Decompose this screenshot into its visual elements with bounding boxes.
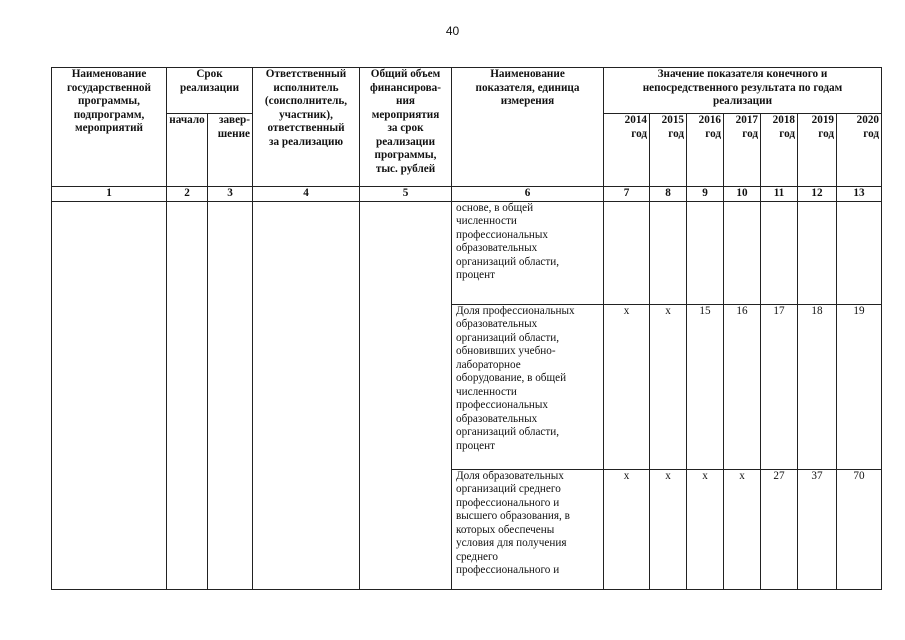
value-cell (837, 201, 882, 304)
value-cell: 16 (724, 304, 761, 469)
value-cell (724, 201, 761, 304)
executor-cell (253, 201, 360, 589)
header-program-name: Наименование государственной программы, подпрограмм, мероприятий (52, 68, 167, 187)
value-cell: 27 (761, 469, 798, 589)
program-name-cell (52, 201, 167, 589)
value-cell: 70 (837, 469, 882, 589)
column-number: 6 (452, 187, 604, 202)
funding-cell (360, 201, 452, 589)
start-cell (167, 201, 208, 589)
value-cell (798, 201, 837, 304)
header-indicator-values-by-year: Значение показателя конечного и непосредственного результата по годам реализации (604, 68, 882, 114)
indicator-cell: Доля образовательных организаций среднего профессионального и высшего образования, в которых обеспечены условия для получения среднего профессионального и (452, 469, 604, 589)
header-year-2020: 2020 год (837, 114, 882, 187)
value-cell: 37 (798, 469, 837, 589)
column-number: 12 (798, 187, 837, 202)
value-cell (604, 201, 650, 304)
value-cell (761, 201, 798, 304)
table-row (52, 201, 882, 304)
column-number: 9 (687, 187, 724, 202)
header-implementation-period: Срок реализации (167, 68, 253, 114)
header-year-2017: 2017 год (724, 114, 761, 187)
indicator-cell: Доля профессиональных образовательных организаций области, обновивших учебно- лабораторное оборудование, в общей численности профессиональных образовательных организаций области, процент (452, 304, 604, 469)
column-number: 3 (208, 187, 253, 202)
value-cell: х (687, 469, 724, 589)
column-number: 13 (837, 187, 882, 202)
header-indicator-name: Наименование показателя, единица измерения (452, 68, 604, 187)
header-start: начало (167, 114, 208, 187)
value-cell: 15 (687, 304, 724, 469)
column-number: 11 (761, 187, 798, 202)
value-cell: 18 (798, 304, 837, 469)
value-cell (687, 201, 724, 304)
header-year-2019: 2019 год (798, 114, 837, 187)
value-cell: 19 (837, 304, 882, 469)
header-year-2014: 2014 год (604, 114, 650, 187)
header-year-2015: 2015 год (650, 114, 687, 187)
value-cell: х (604, 469, 650, 589)
value-cell: 17 (761, 304, 798, 469)
column-number: 4 (253, 187, 360, 202)
header-year-2016: 2016 год (687, 114, 724, 187)
column-number: 2 (167, 187, 208, 202)
header-responsible-executor: Ответственный исполнитель (соисполнитель, участник), ответственный за реализацию (253, 68, 360, 187)
value-cell: х (604, 304, 650, 469)
indicator-cell: основе, в общей численности профессиональных образовательных организаций области, процент (452, 201, 604, 304)
value-cell: х (724, 469, 761, 589)
header-year-2018: 2018 год (761, 114, 798, 187)
column-number: 1 (52, 187, 167, 202)
column-number: 5 (360, 187, 452, 202)
column-number: 7 (604, 187, 650, 202)
value-cell: х (650, 304, 687, 469)
program-indicators-table (51, 67, 882, 590)
value-cell: х (650, 469, 687, 589)
page-number: 40 (445, 24, 460, 38)
header-end: завер- шение (208, 114, 253, 187)
value-cell (650, 201, 687, 304)
column-number: 8 (650, 187, 687, 202)
column-number: 10 (724, 187, 761, 202)
header-total-funding: Общий объем финансирова- ния мероприятия за срок реализации программы, тыс. рублей (360, 68, 452, 187)
end-cell (208, 201, 253, 589)
